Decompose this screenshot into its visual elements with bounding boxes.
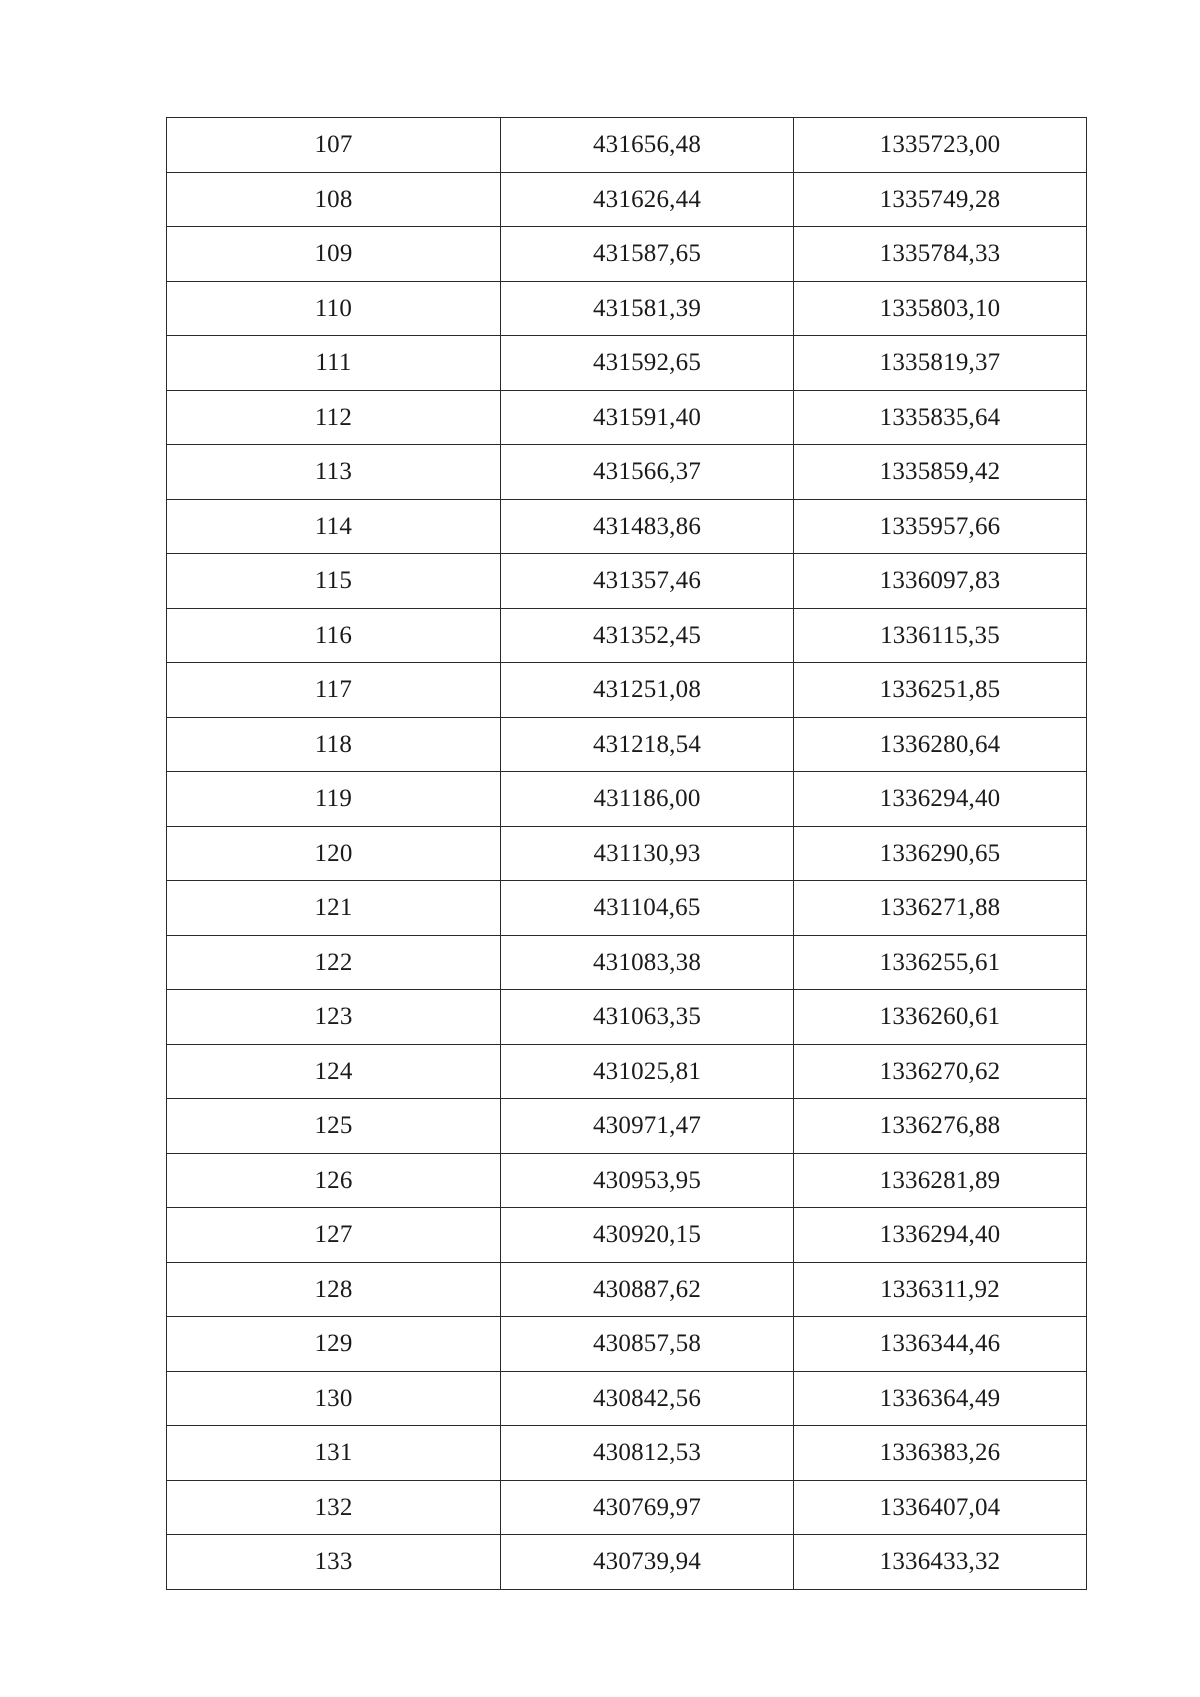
point-number-cell: 124 xyxy=(167,1044,501,1099)
x-coordinate-cell: 431025,81 xyxy=(501,1044,794,1099)
point-number-cell: 133 xyxy=(167,1535,501,1590)
table-row xyxy=(167,1371,1087,1426)
point-number-cell: 119 xyxy=(167,772,501,827)
table-row xyxy=(167,1262,1087,1317)
x-coordinate-cell: 431130,93 xyxy=(501,826,794,881)
point-number-cell: 128 xyxy=(167,1262,501,1317)
table-row xyxy=(167,554,1087,609)
point-number-cell: 120 xyxy=(167,826,501,881)
table-row xyxy=(167,336,1087,391)
x-coordinate-cell: 431251,08 xyxy=(501,663,794,718)
y-coordinate-cell: 1336115,35 xyxy=(794,608,1087,663)
table-row xyxy=(167,227,1087,282)
table-row xyxy=(167,118,1087,173)
y-coordinate-cell: 1336251,85 xyxy=(794,663,1087,718)
table-row xyxy=(167,1044,1087,1099)
y-coordinate-cell: 1336271,88 xyxy=(794,881,1087,936)
point-number-cell: 116 xyxy=(167,608,501,663)
point-number-cell: 129 xyxy=(167,1317,501,1372)
point-number-cell: 122 xyxy=(167,935,501,990)
table-row xyxy=(167,1317,1087,1372)
table-row xyxy=(167,1208,1087,1263)
y-coordinate-cell: 1335723,00 xyxy=(794,118,1087,173)
table-row xyxy=(167,172,1087,227)
x-coordinate-cell: 431357,46 xyxy=(501,554,794,609)
x-coordinate-cell: 430953,95 xyxy=(501,1153,794,1208)
x-coordinate-cell: 431656,48 xyxy=(501,118,794,173)
point-number-cell: 127 xyxy=(167,1208,501,1263)
table-row xyxy=(167,390,1087,445)
y-coordinate-cell: 1336281,89 xyxy=(794,1153,1087,1208)
point-number-cell: 113 xyxy=(167,445,501,500)
point-number-cell: 130 xyxy=(167,1371,501,1426)
y-coordinate-cell: 1336255,61 xyxy=(794,935,1087,990)
point-number-cell: 121 xyxy=(167,881,501,936)
point-number-cell: 108 xyxy=(167,172,501,227)
point-number-cell: 117 xyxy=(167,663,501,718)
coordinates-table-body xyxy=(167,118,1087,1590)
y-coordinate-cell: 1335957,66 xyxy=(794,499,1087,554)
x-coordinate-cell: 431592,65 xyxy=(501,336,794,391)
y-coordinate-cell: 1336270,62 xyxy=(794,1044,1087,1099)
table-row xyxy=(167,881,1087,936)
point-number-cell: 115 xyxy=(167,554,501,609)
point-number-cell: 107 xyxy=(167,118,501,173)
x-coordinate-cell: 431083,38 xyxy=(501,935,794,990)
x-coordinate-cell: 431104,65 xyxy=(501,881,794,936)
y-coordinate-cell: 1336311,92 xyxy=(794,1262,1087,1317)
x-coordinate-cell: 431581,39 xyxy=(501,281,794,336)
point-number-cell: 110 xyxy=(167,281,501,336)
x-coordinate-cell: 431352,45 xyxy=(501,608,794,663)
y-coordinate-cell: 1336294,40 xyxy=(794,772,1087,827)
y-coordinate-cell: 1336290,65 xyxy=(794,826,1087,881)
y-coordinate-cell: 1335835,64 xyxy=(794,390,1087,445)
table-row xyxy=(167,445,1087,500)
y-coordinate-cell: 1336260,61 xyxy=(794,990,1087,1045)
y-coordinate-cell: 1336364,49 xyxy=(794,1371,1087,1426)
point-number-cell: 132 xyxy=(167,1480,501,1535)
x-coordinate-cell: 430842,56 xyxy=(501,1371,794,1426)
y-coordinate-cell: 1336280,64 xyxy=(794,717,1087,772)
y-coordinate-cell: 1336276,88 xyxy=(794,1099,1087,1154)
y-coordinate-cell: 1336294,40 xyxy=(794,1208,1087,1263)
point-number-cell: 111 xyxy=(167,336,501,391)
x-coordinate-cell: 430971,47 xyxy=(501,1099,794,1154)
x-coordinate-cell: 430857,58 xyxy=(501,1317,794,1372)
y-coordinate-cell: 1335784,33 xyxy=(794,227,1087,282)
x-coordinate-cell: 431063,35 xyxy=(501,990,794,1045)
table-row xyxy=(167,281,1087,336)
point-number-cell: 131 xyxy=(167,1426,501,1481)
x-coordinate-cell: 430887,62 xyxy=(501,1262,794,1317)
point-number-cell: 125 xyxy=(167,1099,501,1154)
x-coordinate-cell: 431587,65 xyxy=(501,227,794,282)
table-row xyxy=(167,1480,1087,1535)
table-row xyxy=(167,1426,1087,1481)
y-coordinate-cell: 1336433,32 xyxy=(794,1535,1087,1590)
point-number-cell: 114 xyxy=(167,499,501,554)
table-row xyxy=(167,826,1087,881)
y-coordinate-cell: 1336383,26 xyxy=(794,1426,1087,1481)
x-coordinate-cell: 431566,37 xyxy=(501,445,794,500)
table-row xyxy=(167,663,1087,718)
table-row xyxy=(167,499,1087,554)
point-number-cell: 126 xyxy=(167,1153,501,1208)
table-row xyxy=(167,772,1087,827)
y-coordinate-cell: 1335803,10 xyxy=(794,281,1087,336)
table-row xyxy=(167,717,1087,772)
y-coordinate-cell: 1336407,04 xyxy=(794,1480,1087,1535)
point-number-cell: 123 xyxy=(167,990,501,1045)
x-coordinate-cell: 431186,00 xyxy=(501,772,794,827)
x-coordinate-cell: 430812,53 xyxy=(501,1426,794,1481)
table-row xyxy=(167,1099,1087,1154)
x-coordinate-cell: 431626,44 xyxy=(501,172,794,227)
x-coordinate-cell: 431591,40 xyxy=(501,390,794,445)
x-coordinate-cell: 430920,15 xyxy=(501,1208,794,1263)
y-coordinate-cell: 1336097,83 xyxy=(794,554,1087,609)
table-row xyxy=(167,990,1087,1045)
table-row xyxy=(167,935,1087,990)
point-number-cell: 109 xyxy=(167,227,501,282)
x-coordinate-cell: 431218,54 xyxy=(501,717,794,772)
y-coordinate-cell: 1335859,42 xyxy=(794,445,1087,500)
table-row xyxy=(167,1153,1087,1208)
coordinates-table xyxy=(166,117,1087,1590)
table-row xyxy=(167,1535,1087,1590)
point-number-cell: 118 xyxy=(167,717,501,772)
y-coordinate-cell: 1335749,28 xyxy=(794,172,1087,227)
y-coordinate-cell: 1336344,46 xyxy=(794,1317,1087,1372)
x-coordinate-cell: 430769,97 xyxy=(501,1480,794,1535)
x-coordinate-cell: 430739,94 xyxy=(501,1535,794,1590)
point-number-cell: 112 xyxy=(167,390,501,445)
y-coordinate-cell: 1335819,37 xyxy=(794,336,1087,391)
table-row xyxy=(167,608,1087,663)
x-coordinate-cell: 431483,86 xyxy=(501,499,794,554)
